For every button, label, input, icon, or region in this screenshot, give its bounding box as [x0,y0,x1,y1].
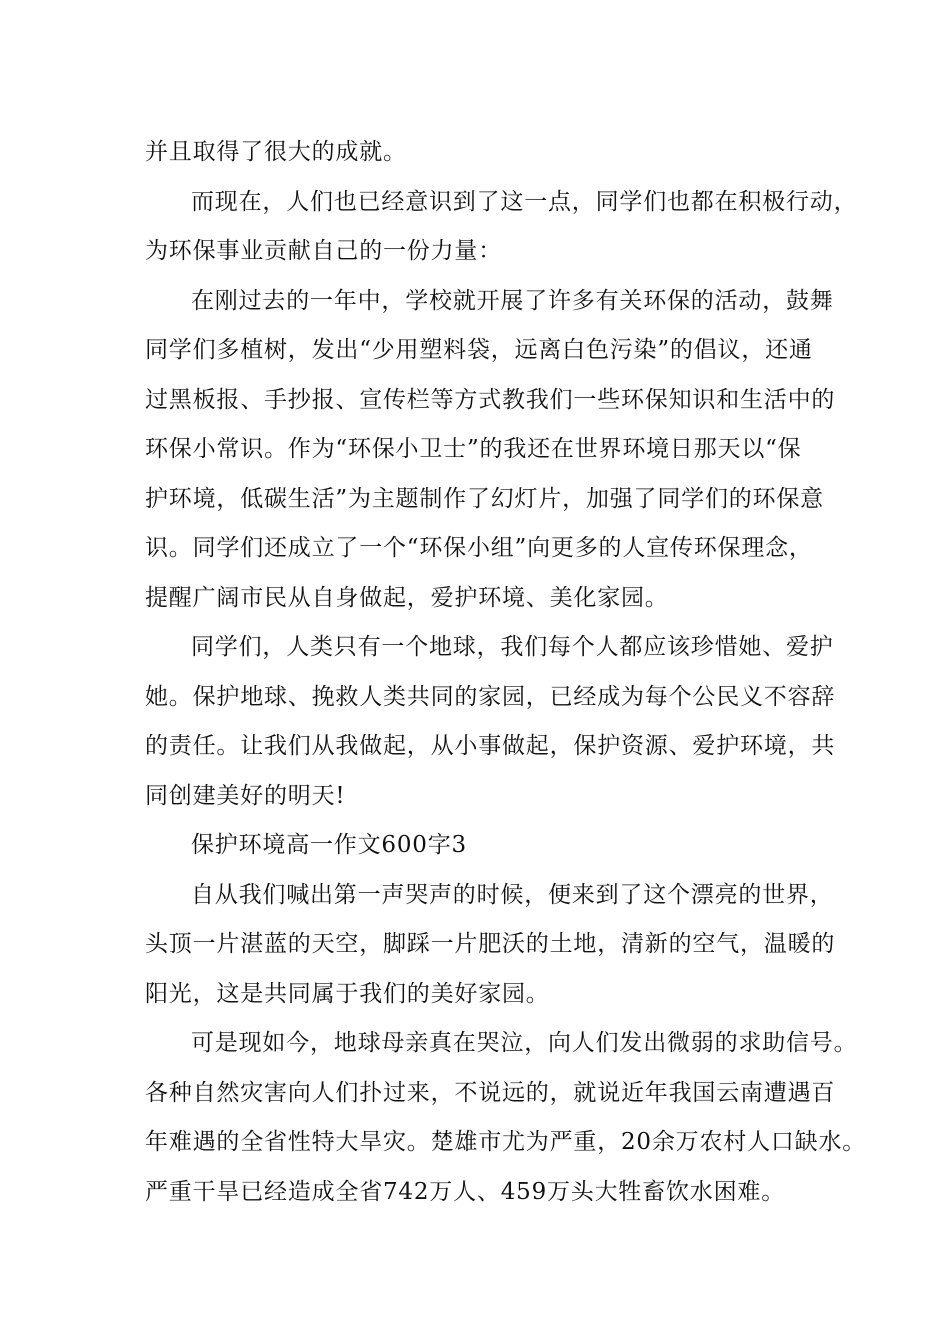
text-line: 环保小常识。作为“环保小卫士”的我还在世界环境日那天以“保 [145,436,802,462]
paragraph-4 [145,623,836,821]
paragraph-6 [145,1019,867,1217]
text-line: 可是现如今，地球母亲真在哭泣，向人们发出微弱的求助信号。 [191,1030,858,1056]
text-line: 年难遇的全省性特大旱灾。楚雄市尤为严重，20余万农村人口缺水。 [145,1129,867,1155]
section-heading: 保护环境高一作文600字3 [191,832,467,858]
paragraph-2 [145,178,858,277]
text-line: 的责任。让我们从我做起，从小事做起，保护资源、爱护环境，共 [145,733,836,759]
text-line: 严重干旱已经造成全省742万人、459万头大牲畜饮水困难。 [145,1178,785,1205]
text-line: 各种自然灾害向人们扑过来，不说远的，就说近年我国云南遭遇百 [145,1079,836,1106]
text-line: 而现在，人们也已经意识到了这一点，同学们也都在积极行动， [191,188,858,215]
paragraph-3 [145,277,836,624]
text-line: 同学们多植树，发出“少用塑料袋，远离白色污染”的倡议，还通 [145,337,813,363]
text-line: 同创建美好的明天! [145,782,346,809]
paragraph-1 [145,128,825,178]
text-line: 护环境，低碳生活”为主题制作了幻灯片，加强了同学们的环保意 [145,485,824,512]
text-line: 阳光，这是共同属于我们的美好家园。 [145,980,550,1007]
text-line: 头顶一片湛蓝的天空，脚踩一片肥沃的土地，清新的空气，温暖的 [145,931,836,957]
paragraph-5 [145,871,836,1020]
text-line: 她。保护地球、挽救人类共同的家园，已经成为每个公民义不容辞 [145,683,836,710]
text-line: 并且取得了很大的成就。 [145,139,407,165]
text-line: 过黑板报、手抄报、宣传栏等方式教我们一些环保知识和生活中的 [145,386,836,413]
text-line: 在刚过去的一年中，学校就开展了许多有关环保的活动，鼓舞 [191,287,834,314]
text-line: 自从我们喊出第一声哭声的时候，便来到了这个漂亮的世界， [191,881,834,908]
text-line: 为环保事业贡献自己的一份力量： [145,238,502,264]
document-body [145,128,867,1217]
text-line: 识。同学们还成立了一个“环保小组”向更多的人宣传环保理念， [145,535,813,561]
text-line: 提醒广阔市民从自身做起，爱护环境、美化家园。 [145,584,669,611]
text-line: 同学们，人类只有一个地球，我们每个人都应该珍惜她、爱护 [191,634,834,660]
